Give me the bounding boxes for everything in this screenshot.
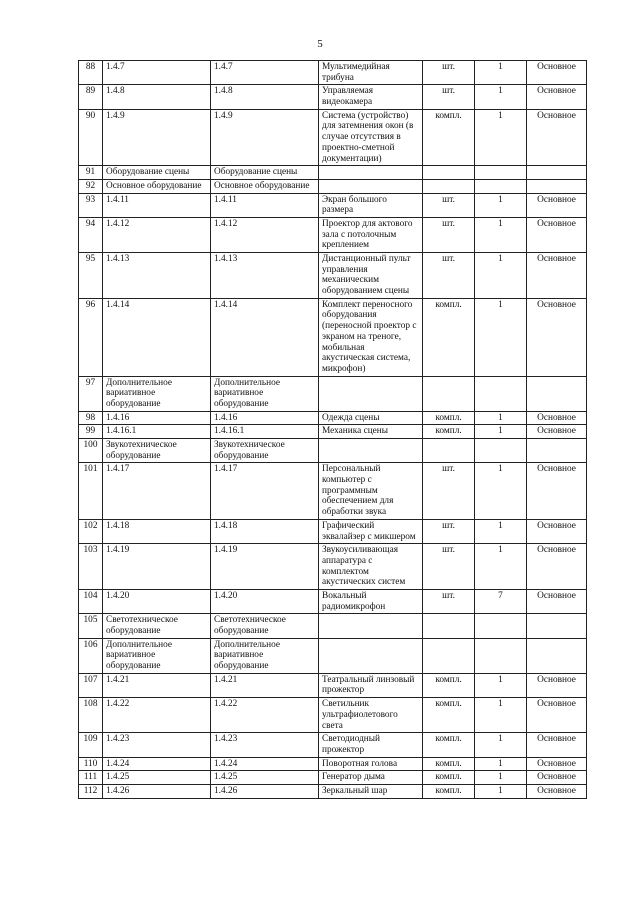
- unit-cell: компл.: [423, 784, 475, 798]
- row-number-cell: 103: [79, 544, 103, 590]
- unit-cell: компл.: [423, 298, 475, 376]
- code-cell-2: 1.4.13: [211, 253, 319, 299]
- table-row: [79, 217, 587, 252]
- table-row: [79, 784, 587, 798]
- type-cell: Основное: [527, 463, 587, 519]
- unit-cell: [423, 179, 475, 193]
- row-number-cell: 95: [79, 253, 103, 299]
- unit-cell: [423, 166, 475, 180]
- row-number-cell: 102: [79, 519, 103, 543]
- type-cell: Основное: [527, 771, 587, 785]
- row-number-cell: 93: [79, 193, 103, 217]
- row-number-cell: 89: [79, 85, 103, 109]
- code-cell: 1.4.11: [103, 193, 211, 217]
- table-row: [79, 166, 587, 180]
- code-cell: 1.4.9: [103, 109, 211, 165]
- quantity-cell: 1: [475, 771, 527, 785]
- name-cell: Вокальный радиомикрофон: [319, 589, 423, 613]
- quantity-cell: [475, 376, 527, 411]
- name-cell: Генератор дыма: [319, 771, 423, 785]
- code-cell: Звукотехническое оборудование: [103, 439, 211, 463]
- code-cell-2: 1.4.22: [211, 698, 319, 733]
- quantity-cell: 7: [475, 589, 527, 613]
- code-cell-2: 1.4.18: [211, 519, 319, 543]
- table-row: [79, 179, 587, 193]
- row-number-cell: 112: [79, 784, 103, 798]
- name-cell: Механика сцены: [319, 425, 423, 439]
- code-cell: Дополнительное вариативное оборудование: [103, 376, 211, 411]
- name-cell: Театральный линзовый прожектор: [319, 673, 423, 697]
- code-cell: 1.4.13: [103, 253, 211, 299]
- name-cell: Графический эквалайзер с микшером: [319, 519, 423, 543]
- code-cell: 1.4.16: [103, 411, 211, 425]
- type-cell: Основное: [527, 109, 587, 165]
- row-number-cell: 97: [79, 376, 103, 411]
- type-cell: Основное: [527, 698, 587, 733]
- type-cell: Основное: [527, 519, 587, 543]
- unit-cell: шт.: [423, 253, 475, 299]
- quantity-cell: 1: [475, 757, 527, 771]
- row-number-cell: 91: [79, 166, 103, 180]
- code-cell: 1.4.14: [103, 298, 211, 376]
- code-cell-2: 1.4.12: [211, 217, 319, 252]
- code-cell-2: 1.4.25: [211, 771, 319, 785]
- code-cell-2: Дополнительное вариативное оборудование: [211, 638, 319, 673]
- quantity-cell: 1: [475, 784, 527, 798]
- code-cell-2: Дополнительное вариативное оборудование: [211, 376, 319, 411]
- code-cell-2: 1.4.23: [211, 733, 319, 757]
- code-cell: 1.4.18: [103, 519, 211, 543]
- type-cell: [527, 166, 587, 180]
- quantity-cell: 1: [475, 519, 527, 543]
- type-cell: Основное: [527, 411, 587, 425]
- name-cell: Светильник ультрафиолетового света: [319, 698, 423, 733]
- type-cell: Основное: [527, 757, 587, 771]
- row-number-cell: 96: [79, 298, 103, 376]
- quantity-cell: 1: [475, 85, 527, 109]
- row-number-cell: 101: [79, 463, 103, 519]
- code-cell-2: 1.4.24: [211, 757, 319, 771]
- unit-cell: шт.: [423, 193, 475, 217]
- table-row: [79, 673, 587, 697]
- row-number-cell: 106: [79, 638, 103, 673]
- unit-cell: шт.: [423, 519, 475, 543]
- name-cell: Проектор для актового зала с потолочным креплением: [319, 217, 423, 252]
- name-cell: Мультимедийная трибуна: [319, 61, 423, 85]
- row-number-cell: 100: [79, 439, 103, 463]
- quantity-cell: 1: [475, 298, 527, 376]
- table-row: [79, 589, 587, 613]
- code-cell-2: Звукотехническое оборудование: [211, 439, 319, 463]
- table-row: [79, 109, 587, 165]
- code-cell: 1.4.8: [103, 85, 211, 109]
- table-row: [79, 544, 587, 590]
- table-body: [79, 61, 587, 799]
- code-cell: Основное оборудование: [103, 179, 211, 193]
- table-row: [79, 376, 587, 411]
- unit-cell: [423, 376, 475, 411]
- row-number-cell: 88: [79, 61, 103, 85]
- quantity-cell: 1: [475, 733, 527, 757]
- code-cell-2: 1.4.19: [211, 544, 319, 590]
- quantity-cell: 1: [475, 698, 527, 733]
- table-row: [79, 439, 587, 463]
- name-cell: Система (устройство) для затемнения окон (в случае отсутствия в проектно-сметной документации): [319, 109, 423, 165]
- type-cell: [527, 376, 587, 411]
- table-row: [79, 85, 587, 109]
- unit-cell: шт.: [423, 61, 475, 85]
- unit-cell: шт.: [423, 589, 475, 613]
- unit-cell: компл.: [423, 771, 475, 785]
- table-row: [79, 733, 587, 757]
- name-cell: Поворотная голова: [319, 757, 423, 771]
- page-number: 5: [317, 38, 323, 50]
- unit-cell: компл.: [423, 673, 475, 697]
- type-cell: [527, 439, 587, 463]
- name-cell: Персональный компьютер с программным обеспечением для обработки звука: [319, 463, 423, 519]
- code-cell: Светотехническое оборудование: [103, 614, 211, 638]
- code-cell: 1.4.16.1: [103, 425, 211, 439]
- row-number-cell: 98: [79, 411, 103, 425]
- code-cell: 1.4.21: [103, 673, 211, 697]
- type-cell: Основное: [527, 193, 587, 217]
- row-number-cell: 90: [79, 109, 103, 165]
- type-cell: Основное: [527, 217, 587, 252]
- code-cell: 1.4.24: [103, 757, 211, 771]
- code-cell-2: 1.4.14: [211, 298, 319, 376]
- name-cell: [319, 376, 423, 411]
- type-cell: Основное: [527, 733, 587, 757]
- row-number-cell: 109: [79, 733, 103, 757]
- row-number-cell: 104: [79, 589, 103, 613]
- code-cell: 1.4.17: [103, 463, 211, 519]
- name-cell: Экран большого размера: [319, 193, 423, 217]
- unit-cell: шт.: [423, 217, 475, 252]
- table-row: [79, 425, 587, 439]
- type-cell: [527, 179, 587, 193]
- table-row: [79, 463, 587, 519]
- row-number-cell: 92: [79, 179, 103, 193]
- name-cell: Зеркальный шар: [319, 784, 423, 798]
- quantity-cell: [475, 179, 527, 193]
- name-cell: Одежда сцены: [319, 411, 423, 425]
- code-cell-2: 1.4.7: [211, 61, 319, 85]
- quantity-cell: [475, 166, 527, 180]
- quantity-cell: 1: [475, 463, 527, 519]
- table-row: [79, 698, 587, 733]
- unit-cell: компл.: [423, 411, 475, 425]
- code-cell-2: Оборудование сцены: [211, 166, 319, 180]
- type-cell: Основное: [527, 61, 587, 85]
- row-number-cell: 108: [79, 698, 103, 733]
- row-number-cell: 107: [79, 673, 103, 697]
- code-cell: 1.4.22: [103, 698, 211, 733]
- table-row: [79, 771, 587, 785]
- quantity-cell: 1: [475, 217, 527, 252]
- code-cell-2: 1.4.16: [211, 411, 319, 425]
- table-row: [79, 61, 587, 85]
- row-number-cell: 105: [79, 614, 103, 638]
- code-cell: 1.4.20: [103, 589, 211, 613]
- table-row: [79, 298, 587, 376]
- name-cell: [319, 179, 423, 193]
- code-cell-2: 1.4.11: [211, 193, 319, 217]
- quantity-cell: 1: [475, 253, 527, 299]
- code-cell: 1.4.7: [103, 61, 211, 85]
- type-cell: Основное: [527, 85, 587, 109]
- unit-cell: [423, 638, 475, 673]
- quantity-cell: 1: [475, 193, 527, 217]
- quantity-cell: [475, 614, 527, 638]
- type-cell: Основное: [527, 253, 587, 299]
- quantity-cell: [475, 439, 527, 463]
- code-cell: 1.4.19: [103, 544, 211, 590]
- quantity-cell: [475, 638, 527, 673]
- unit-cell: шт.: [423, 463, 475, 519]
- name-cell: Комплект переносного оборудования (переносной проектор с экраном на треноге, мобильная акустическая система, микрофон): [319, 298, 423, 376]
- type-cell: Основное: [527, 298, 587, 376]
- table-row: [79, 638, 587, 673]
- unit-cell: компл.: [423, 109, 475, 165]
- quantity-cell: 1: [475, 673, 527, 697]
- code-cell: Дополнительное вариативное оборудование: [103, 638, 211, 673]
- row-number-cell: 99: [79, 425, 103, 439]
- type-cell: Основное: [527, 784, 587, 798]
- unit-cell: [423, 614, 475, 638]
- code-cell: 1.4.23: [103, 733, 211, 757]
- type-cell: Основное: [527, 544, 587, 590]
- code-cell: 1.4.25: [103, 771, 211, 785]
- name-cell: [319, 166, 423, 180]
- code-cell: 1.4.12: [103, 217, 211, 252]
- type-cell: Основное: [527, 589, 587, 613]
- quantity-cell: 1: [475, 61, 527, 85]
- table-row: [79, 411, 587, 425]
- code-cell-2: 1.4.21: [211, 673, 319, 697]
- code-cell-2: 1.4.20: [211, 589, 319, 613]
- quantity-cell: 1: [475, 411, 527, 425]
- unit-cell: [423, 439, 475, 463]
- unit-cell: компл.: [423, 698, 475, 733]
- code-cell-2: 1.4.9: [211, 109, 319, 165]
- code-cell-2: 1.4.8: [211, 85, 319, 109]
- unit-cell: компл.: [423, 757, 475, 771]
- quantity-cell: 1: [475, 109, 527, 165]
- code-cell-2: Основное оборудование: [211, 179, 319, 193]
- unit-cell: компл.: [423, 733, 475, 757]
- quantity-cell: 1: [475, 544, 527, 590]
- type-cell: Основное: [527, 673, 587, 697]
- table-row: [79, 757, 587, 771]
- type-cell: Основное: [527, 425, 587, 439]
- row-number-cell: 94: [79, 217, 103, 252]
- name-cell: [319, 638, 423, 673]
- code-cell: 1.4.26: [103, 784, 211, 798]
- code-cell: Оборудование сцены: [103, 166, 211, 180]
- row-number-cell: 110: [79, 757, 103, 771]
- code-cell-2: 1.4.26: [211, 784, 319, 798]
- name-cell: Дистанционный пульт управления механическим оборудованием сцены: [319, 253, 423, 299]
- table-row: [79, 253, 587, 299]
- code-cell-2: 1.4.17: [211, 463, 319, 519]
- type-cell: [527, 638, 587, 673]
- type-cell: [527, 614, 587, 638]
- name-cell: Светодиодный прожектор: [319, 733, 423, 757]
- code-cell-2: Светотехническое оборудование: [211, 614, 319, 638]
- name-cell: Звукоусиливающая аппаратура с комплектом акустических систем: [319, 544, 423, 590]
- table-row: [79, 193, 587, 217]
- row-number-cell: 111: [79, 771, 103, 785]
- unit-cell: шт.: [423, 85, 475, 109]
- table-row: [79, 519, 587, 543]
- equipment-table: [78, 60, 587, 799]
- code-cell-2: 1.4.16.1: [211, 425, 319, 439]
- name-cell: [319, 439, 423, 463]
- quantity-cell: 1: [475, 425, 527, 439]
- name-cell: Управляемая видеокамера: [319, 85, 423, 109]
- table-row: [79, 614, 587, 638]
- unit-cell: компл.: [423, 425, 475, 439]
- unit-cell: шт.: [423, 544, 475, 590]
- name-cell: [319, 614, 423, 638]
